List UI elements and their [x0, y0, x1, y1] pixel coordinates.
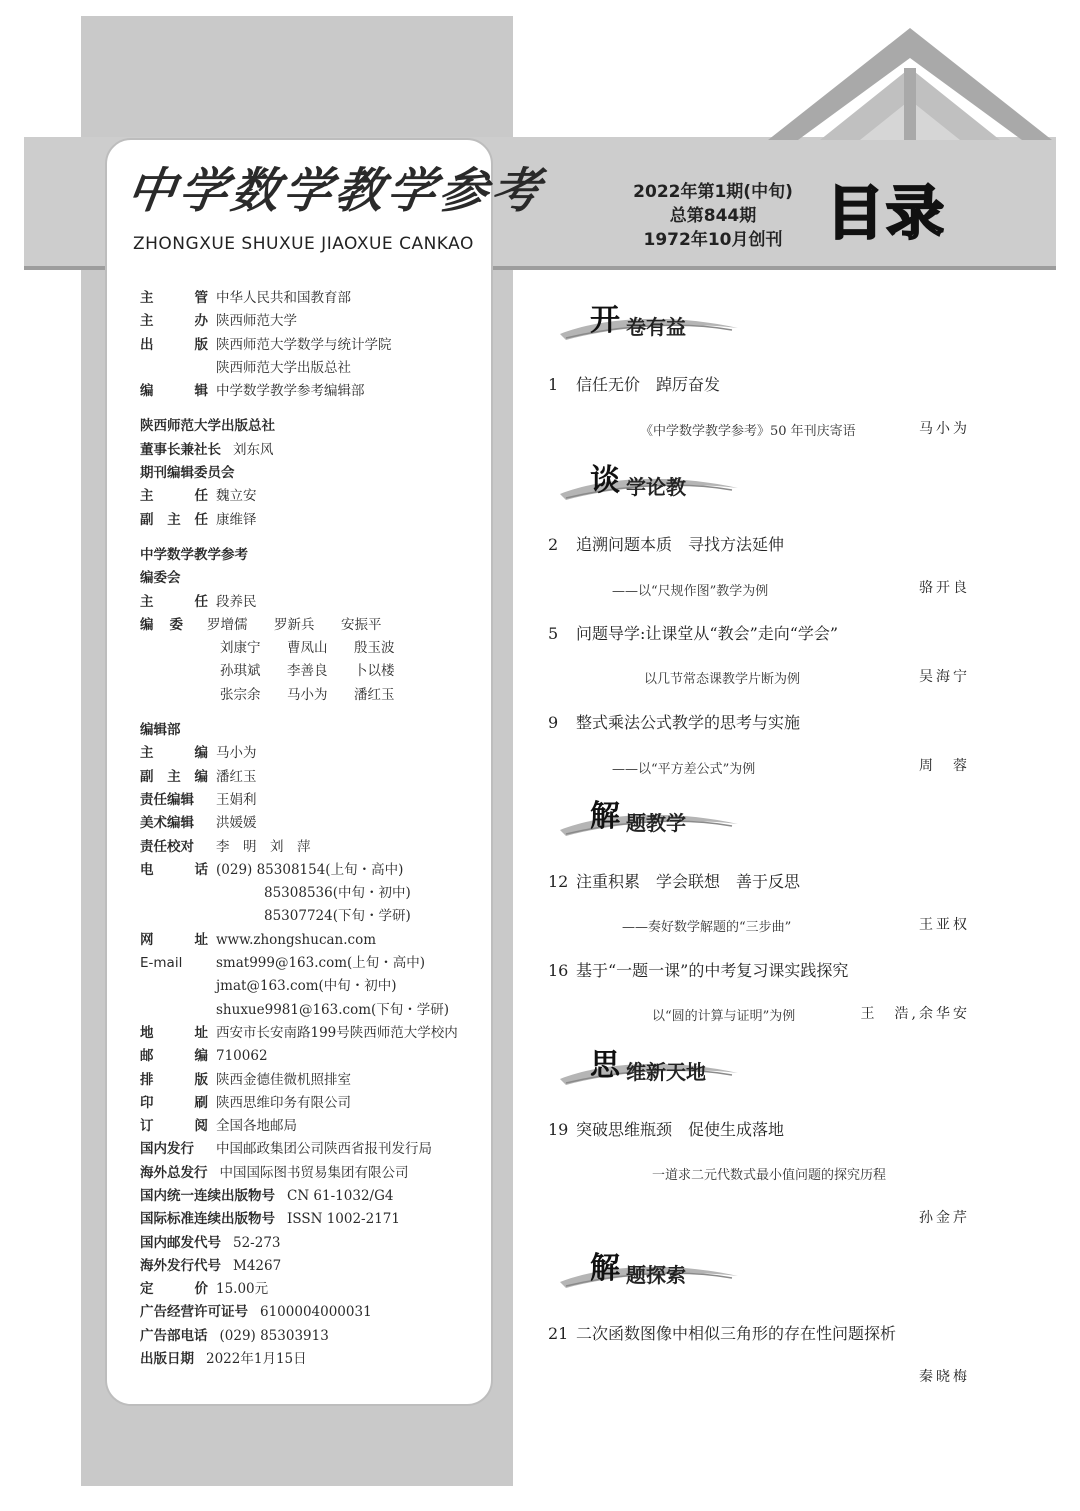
toc-entry-4[interactable]: 9 整式乘法公式教学的思考与实施	[548, 713, 801, 732]
email-link-1[interactable]: smat999@163.com(上旬・高中)	[216, 955, 426, 972]
info-row-phone-3: 85307724(下旬・学研)	[264, 908, 411, 925]
info-row-price: 定 价 15.00元	[140, 1281, 269, 1298]
board-heading: 编委会	[140, 570, 181, 587]
info-row-overseas-code: 海外发行代号 M4267	[140, 1257, 282, 1274]
dept-heading: 编辑部	[140, 722, 181, 739]
info-row-phone-2: 85308536(中旬・初中)	[264, 885, 411, 902]
article-title: 突破思维瓶颈 促使生成落地	[576, 1120, 785, 1139]
info-row-cn-number: 国内统一连续出版物号 CN 61-1032/G4	[140, 1187, 394, 1204]
article-title: 整式乘法公式教学的思考与实施	[576, 713, 801, 732]
toc-entry-8[interactable]: 21 二次函数图像中相似三角形的存在性问题探析	[548, 1324, 897, 1343]
board-members-row-2: 刘康宁 曹凤山 殷玉波	[220, 640, 395, 657]
article-author: 王亚权	[919, 917, 970, 933]
article-author: 周 蓉	[919, 758, 970, 774]
article-title: 追溯问题本质 寻找方法延伸	[576, 535, 785, 554]
article-author: 骆开良	[919, 580, 970, 596]
article-author: 马小为	[919, 421, 970, 437]
article-title: 基于“一题一课”的中考复习课实践探究	[576, 961, 849, 980]
toc-entry-3[interactable]: 5 问题导学:让课堂从“教会”走向“学会”	[548, 624, 839, 643]
toc-title: 目录	[826, 179, 947, 247]
article-subtitle: ——以“平方差公式”为例	[612, 762, 756, 777]
info-row-deputy-editor: 副 主 编 潘红玉	[140, 768, 257, 785]
info-row-sponsor: 主 办 陕西师范大学	[140, 313, 297, 330]
info-row-proofreader: 责任校对 李 明 刘 萍	[140, 838, 311, 855]
article-subtitle: 以“圆的计算与证明”为例	[652, 1009, 796, 1024]
info-row-publisher-2: 陕西师范大学出版总社	[216, 359, 351, 376]
article-title: 问题导学:让课堂从“教会”走向“学会”	[576, 624, 839, 643]
info-row-issn: 国际标准连续出版物号 ISSN 1002-2171	[140, 1211, 400, 1228]
board-members-row-3: 孙琪斌 李善良 卜以楼	[220, 663, 395, 680]
article-title: 二次函数图像中相似三角形的存在性问题探析	[576, 1324, 897, 1343]
info-row-address: 地 址 西安市长安南路199号陕西师范大学校内	[140, 1024, 458, 1041]
info-row-supervisor: 主 管 中华人民共和国教育部	[140, 290, 351, 306]
info-row-typeset: 排 版 陕西金德佳微机照排室	[140, 1071, 351, 1088]
article-author: 孙金芹	[919, 1210, 970, 1226]
info-row-subscribe: 订 阅 全国各地邮局	[140, 1118, 297, 1135]
info-row-email-2	[140, 975, 490, 998]
email-link-3[interactable]: shuxue9981@163.com(下旬・学研)	[216, 1001, 450, 1018]
info-row-website: 网 址 www.zhongshucan.com	[140, 929, 490, 952]
article-subtitle: 以几节常态课教学片断为例	[644, 672, 801, 687]
toc-entry-2[interactable]: 2 追溯问题本质 寻找方法延伸	[548, 535, 785, 554]
founded-date: 1972年10月创刊	[643, 230, 783, 250]
info-row-email-3	[140, 999, 490, 1022]
info-row-ad-phone: 广告部电话 (029) 85303913	[140, 1327, 329, 1344]
article-subtitle: ——以“尺规作图”教学为例	[612, 584, 769, 599]
board-members-row-4: 张宗余 马小为 潘红玉	[220, 686, 395, 703]
info-row-postal-code: 国内邮发代号 52-273	[140, 1234, 281, 1251]
info-row-chairman: 董事长兼社长 刘东风	[140, 441, 274, 458]
info-row-publish-date: 出版日期 2022年1月15日	[140, 1351, 307, 1368]
info-row-domestic-distribution: 国内发行 中国邮政集团公司陕西省报刊发行局	[140, 1141, 432, 1158]
info-row-email: E-mail smat999@163.com(上旬・高中)	[140, 952, 490, 975]
section-header-jieti-tansuo: 解 题探索	[556, 1252, 756, 1292]
website-link[interactable]: www.zhongshucan.com	[216, 931, 377, 948]
info-row-art-editor: 美术编辑 洪媛媛	[140, 815, 257, 832]
article-subtitle: 《中学数学教学参考》50 年刊庆寄语	[640, 424, 856, 439]
info-row-printer: 印 刷 陕西思维印务有限公司	[140, 1094, 351, 1111]
article-title: 信任无价 踔厉奋发	[576, 375, 721, 394]
info-row-committee-chair: 主 任 魏立安	[140, 488, 257, 505]
journal-logo-pinyin: ZHONGXUE SHUXUE JIAOXUE CANKAO	[133, 234, 474, 254]
journal-heading: 中学数学教学参考	[140, 546, 248, 563]
journal-logo-chinese: 中学数学教学参考	[123, 163, 548, 219]
article-subtitle: 一道求二元代数式最小值问题的探究历程	[652, 1168, 887, 1183]
article-title: 注重积累 学会联想 善于反思	[576, 872, 801, 891]
toc-entry-5[interactable]: 12 注重积累 学会联想 善于反思	[548, 872, 801, 891]
info-row-chief-editor: 主 编 马小为	[140, 745, 257, 762]
masthead-info	[140, 287, 490, 1371]
section-header-jieti-jiaoxue: 解 题教学	[556, 800, 756, 840]
info-row-board-chair: 主 任 段养民	[140, 593, 257, 610]
info-row-phone: 电 话 (029) 85308154(上旬・高中)	[140, 861, 404, 878]
toc-entry-1[interactable]: 1 信任无价 踔厉奋发	[548, 375, 721, 394]
section-header-tanxue: 谈 学论教	[556, 464, 756, 504]
total-issue: 总第844期	[669, 206, 757, 226]
issue-number: 2022年第1期(中旬)	[633, 182, 793, 202]
info-row-overseas-distribution: 海外总发行 中国国际图书贸易集团有限公司	[140, 1164, 409, 1181]
roof-truss-graphic	[760, 28, 1060, 140]
article-author: 王 浩,余华安	[860, 1006, 970, 1022]
toc-entry-6[interactable]: 16 基于“一题一课”的中考复习课实践探究	[548, 961, 849, 980]
article-author: 秦晓梅	[919, 1369, 970, 1385]
toc-entry-7[interactable]: 19 突破思维瓶颈 促使生成落地	[548, 1120, 785, 1139]
info-row-publisher: 出 版 陕西师范大学数学与统计学院	[140, 336, 392, 353]
section-header-kaijuan: 开 卷有益	[556, 304, 756, 344]
committee-heading: 期刊编辑委员会	[140, 465, 235, 482]
section-header-siwei: 思 维新天地	[556, 1049, 756, 1089]
board-members-row-1: 编 委 罗增儒 罗新兵 安振平	[140, 616, 382, 633]
press-heading: 陕西师范大学出版总社	[140, 418, 275, 435]
info-row-postcode: 邮 编 710062	[140, 1048, 268, 1065]
email-link-2[interactable]: jmat@163.com(中旬・初中)	[216, 978, 397, 995]
info-row-committee-vice: 副 主 任 康维铎	[140, 511, 257, 528]
info-row-responsible-editor: 责任编辑 王娟利	[140, 791, 257, 808]
info-row-editor-org: 编 辑 中学数学教学参考编辑部	[140, 383, 365, 400]
article-subtitle: ——奏好数学解题的“三步曲”	[622, 920, 792, 935]
issue-info	[600, 180, 826, 252]
article-author: 吴海宁	[919, 669, 970, 685]
info-row-ad-license: 广告经营许可证号 6100004000031	[140, 1304, 372, 1321]
